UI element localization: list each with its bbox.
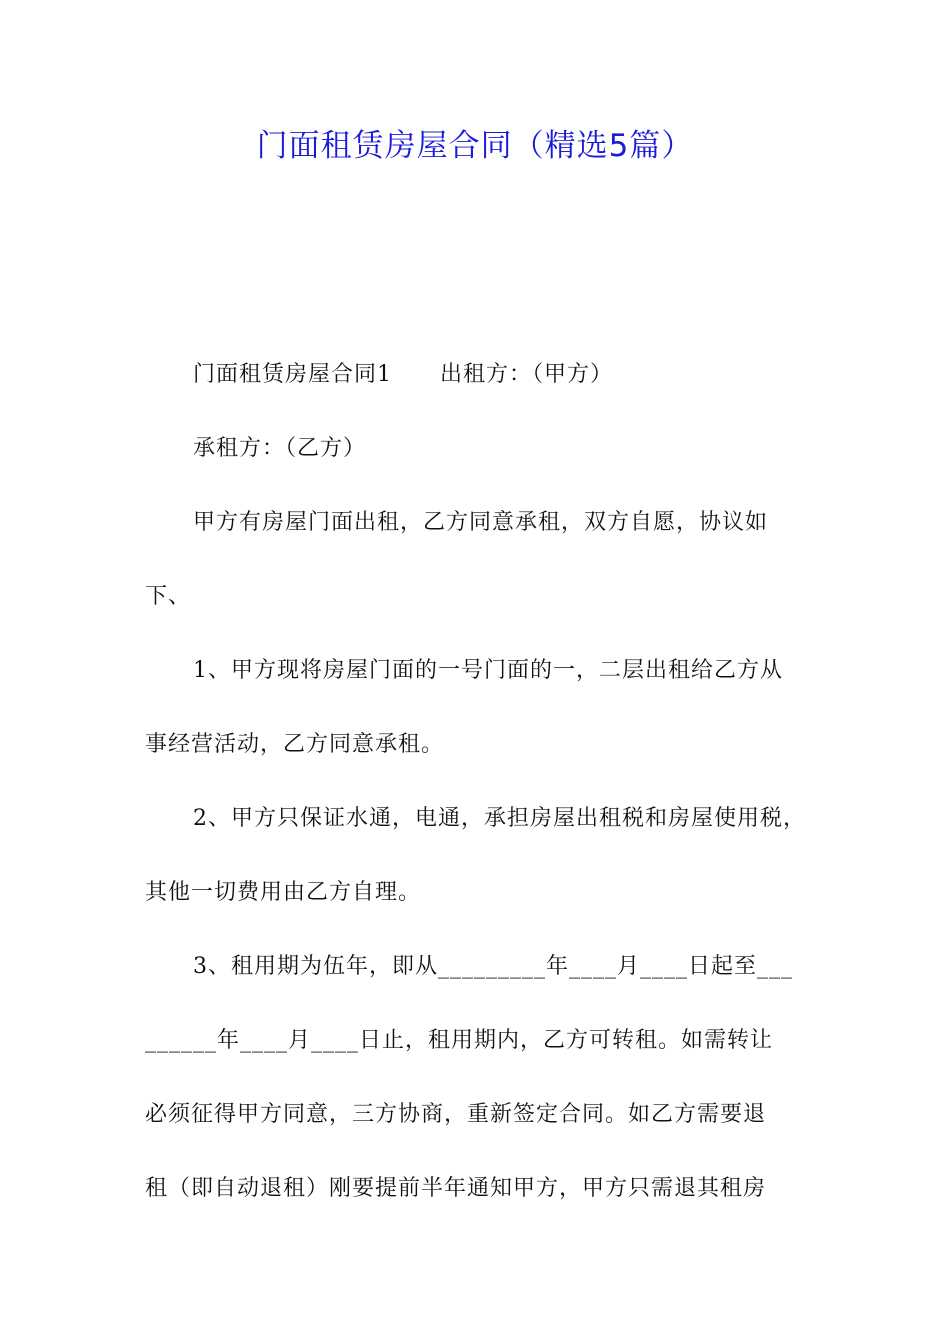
paragraph-line (145, 708, 810, 782)
line-text: 事经营活动，乙方同意承租。 (145, 732, 445, 757)
line-text: 下、 (145, 584, 192, 609)
paragraph-line (145, 338, 810, 412)
paragraph-line (145, 782, 810, 856)
paragraph-line (145, 412, 810, 486)
line-text: 出租方：（甲方） (440, 362, 614, 387)
paragraph-line (145, 856, 810, 930)
document-body (145, 338, 810, 1226)
paragraph-line (145, 486, 810, 560)
paragraph-line (145, 560, 810, 634)
paragraph-line (145, 930, 810, 1004)
line-text: 必须征得甲方同意，三方协商，重新签定合同。如乙方需要退 (145, 1102, 767, 1127)
line-text: 1、甲方现将房屋门面的一号门面的一，二层出租给乙方从 (193, 658, 783, 683)
line-text: 3、租用期为伍年，即从_________年____月____日起至___ (193, 954, 793, 979)
line-text: 租（即自动退租）刚要提前半年通知甲方，甲方只需退其租房 (145, 1176, 767, 1201)
line-text: 承租方：（乙方） (193, 436, 367, 461)
paragraph-line (145, 1152, 810, 1226)
line-text: 2、甲方只保证水通，电通，承担房屋出租税和房屋使用税， (193, 806, 806, 831)
document-title: 门面租赁房屋合同（精选5篇） (256, 128, 694, 164)
line-text: ______年____月____日止，租用期内，乙方可转租。如需转让 (145, 1028, 774, 1053)
paragraph-line (145, 634, 810, 708)
line-text: 甲方有房屋门面出租，乙方同意承租，双方自愿，协议如 (193, 510, 769, 535)
paragraph-line (145, 1078, 810, 1152)
line-text: 其他一切费用由乙方自理。 (145, 880, 422, 905)
paragraph-line (145, 1004, 810, 1078)
line-text: 门面租赁房屋合同1 (193, 362, 392, 387)
